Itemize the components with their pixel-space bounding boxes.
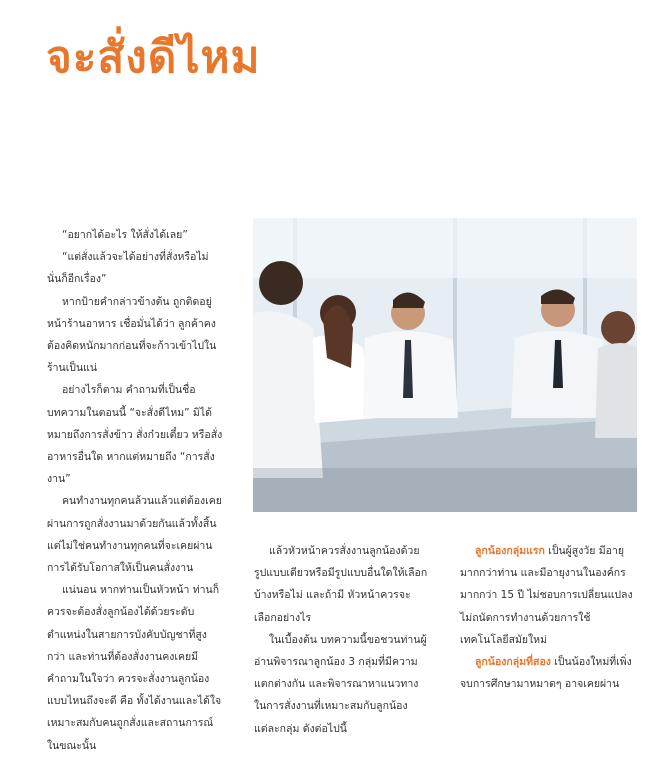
meeting-photo bbox=[253, 218, 637, 512]
paragraph: แล้วหัวหน้าควรสั่งงานลูกน้องด้วยรูปแบบเดียวหรือมีรูปแบบอื่นใดให้เลือกบ้างหรือไม่ และถ้ามี หัวหน้าควรจะเลือกอย่างไร bbox=[254, 545, 428, 624]
article-title: จะสั่งดีไหม bbox=[46, 32, 261, 83]
group1-text: เป็นผู้สูงวัย มีอายุมากกว่าท่าน และมีอายุงานในองค์กรมากกว่า 15 ปี ไม่ชอบการเปลี่ยนแปลง ไม่ถนัดการทำงานด้วยการใช้เทคโนโลยีสมัยใหม่ bbox=[460, 545, 633, 646]
paragraph: แน่นอน หากท่านเป็นหัวหน้า ท่านก็ควรจะต้องสั่งลูกน้องได้ด้วยระดับตำแหน่งในสายการบังคับบัญชาที่สูงกว่า และท่านที่ต้องสั่งงานคงเคยมีคำถามในใจว่า ควรจะสั่งงานลูกน้องแบบไหนถึงจะดี คือ ทั้งได้งานและได้ใจ เหมาะสมกับคนถูกสั่งและสถานการณ์ในขณะนั้น bbox=[47, 584, 222, 752]
paragraph: ในเบื้องต้น บทความนี้ขอชวนท่านผู้อ่านพิจารณาลูกน้อง 3 กลุ่มที่มีความแตกต่างกัน และพิจารณาหาแนวทางในการสั่งงานที่เหมาะสมกับลูกน้องแต่ละกลุ่ม ดังต่อไปนี้ bbox=[254, 633, 427, 735]
paragraph: คนทำงานทุกคนล้วนแล้วแต่ต้องเคยผ่านการถูกสั่งงานมาด้วยกันแล้วทั้งสิ้น แต่ไม่ใช่คนทำงานทุกคนที่จะเคยผ่านการได้รับโอกาสให้เป็นคนสั่งงาน bbox=[47, 495, 222, 575]
paragraph: อย่างไรก็ตาม คำถามที่เป็นชื่อบทความในตอนนี้ “จะสั่งดีไหม” มิได้หมายถึงการสั่งข้าว สั่งก๋วยเตี๋ยว หรือสั่งอาหารอื่นใด หากแต่หมายถึง “การสั่งงาน” bbox=[47, 384, 223, 486]
paragraph: หากป้ายคำกล่าวข้างต้น ถูกติดอยู่หน้าร้านอาหาร เชื่อมั่นได้ว่า ลูกค้าคงต้องคิดหนักมากก่อนที่จะก้าวเข้าไปในร้านเป็นแน่ bbox=[47, 295, 217, 375]
paragraph-group2 bbox=[460, 651, 638, 695]
left-text-column bbox=[47, 224, 225, 757]
right-text-column bbox=[460, 540, 638, 695]
meeting-illustration bbox=[253, 218, 637, 512]
paragraph-group1 bbox=[460, 540, 638, 651]
group2-label: ลูกน้องกลุ่มที่สอง bbox=[475, 656, 551, 669]
paragraph: “แต่สั่งแล้วจะได้อย่างที่สั่งหรือไม่ นั่นก็อีกเรื่อง” bbox=[47, 251, 209, 286]
middle-text-column bbox=[254, 540, 430, 740]
group1-label: ลูกน้องกลุ่มแรก bbox=[475, 545, 545, 557]
paragraph: “อยากได้อะไร ให้สั่งได้เลย” bbox=[62, 229, 188, 241]
group2-text: เป็นน้องใหม่ที่เพิ่งจบการศึกษามาหมาดๆ อาจเคยผ่าน bbox=[460, 656, 632, 691]
